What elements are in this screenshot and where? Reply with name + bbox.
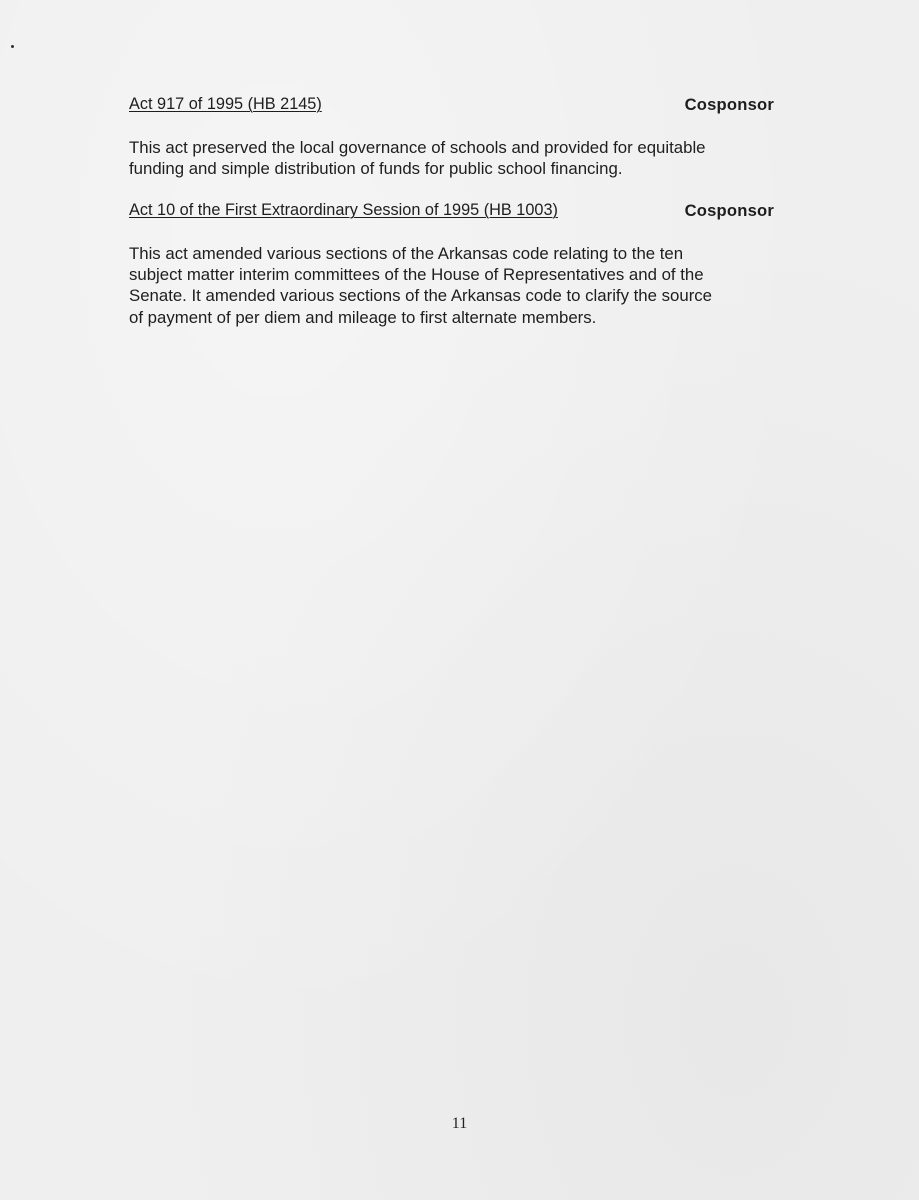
act-entry-header [129, 201, 774, 225]
sponsorship-role: Cosponsor [684, 201, 774, 220]
sponsorship-role: Cosponsor [684, 95, 774, 114]
act-description: This act amended various sections of the Arkansas code relating to the ten subject matter interim committees of the House of Representatives and of the Senate. It amended various sections of the Arkansas code to clarify the source of payment of per diem and mileage to first alternate members. [129, 244, 713, 327]
act-entry [129, 95, 774, 179]
act-title: Act 10 of the First Extraordinary Session of 1995 (HB 1003) [129, 201, 558, 219]
act-title: Act 917 of 1995 (HB 2145) [129, 95, 322, 113]
scan-speck [11, 45, 14, 48]
act-description: This act preserved the local governance of schools and provided for equitable funding and simple distribution of funds for public school financing. [129, 138, 706, 179]
act-entry [129, 201, 774, 327]
act-entry-header [129, 95, 774, 119]
page-number: 11 [451, 1115, 468, 1132]
